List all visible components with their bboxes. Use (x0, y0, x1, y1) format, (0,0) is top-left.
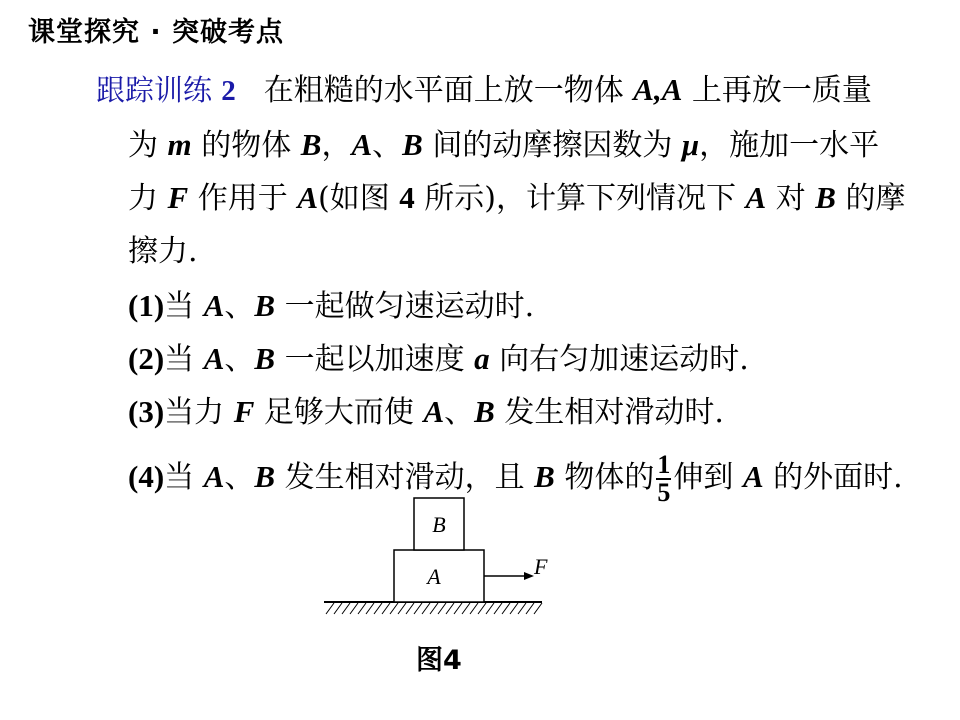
force-label: F (534, 554, 548, 579)
fraction: $\frac{1}{5}$ (657, 450, 671, 507)
question-3: (3)当力 F 足够大而使 A、B 发生相对滑动时. (128, 394, 724, 430)
question-4: (4)当 A、B 发生相对滑动，且 B 物体的 $\frac{1}{5}$ 伸到 A 的外面时. (128, 450, 903, 507)
block-a-label: A (427, 564, 441, 589)
problem-line-1: 跟踪训练 2 在粗糙的水平面上放一物体 A,A 上再放一质量 (96, 72, 872, 108)
question-2: (2)当 A、B 一起以加速度 a 向右匀加速运动时. (128, 341, 749, 377)
problem-line-2: 为 m 的物体 B，A、B 间的动摩擦因数为 μ，施加一水平 (128, 127, 880, 163)
blocks-figure (320, 492, 550, 620)
ground-hatch (326, 603, 542, 614)
force-arrow-head (524, 572, 534, 580)
question-1: (1)当 A、B 一起做匀速运动时. (128, 288, 535, 324)
problem-line-3: 力 F 作用于 A(如图 4 所示)，计算下列情况下 A 对 B 的摩 (128, 180, 906, 216)
figure-caption: 图4 (416, 645, 462, 676)
problem-line-4: 擦力. (128, 234, 198, 269)
page-title: 课堂探究 · 突破考点 (28, 17, 285, 48)
block-b-label: B (432, 512, 446, 537)
exercise-label: 跟踪训练 2 (96, 73, 236, 107)
